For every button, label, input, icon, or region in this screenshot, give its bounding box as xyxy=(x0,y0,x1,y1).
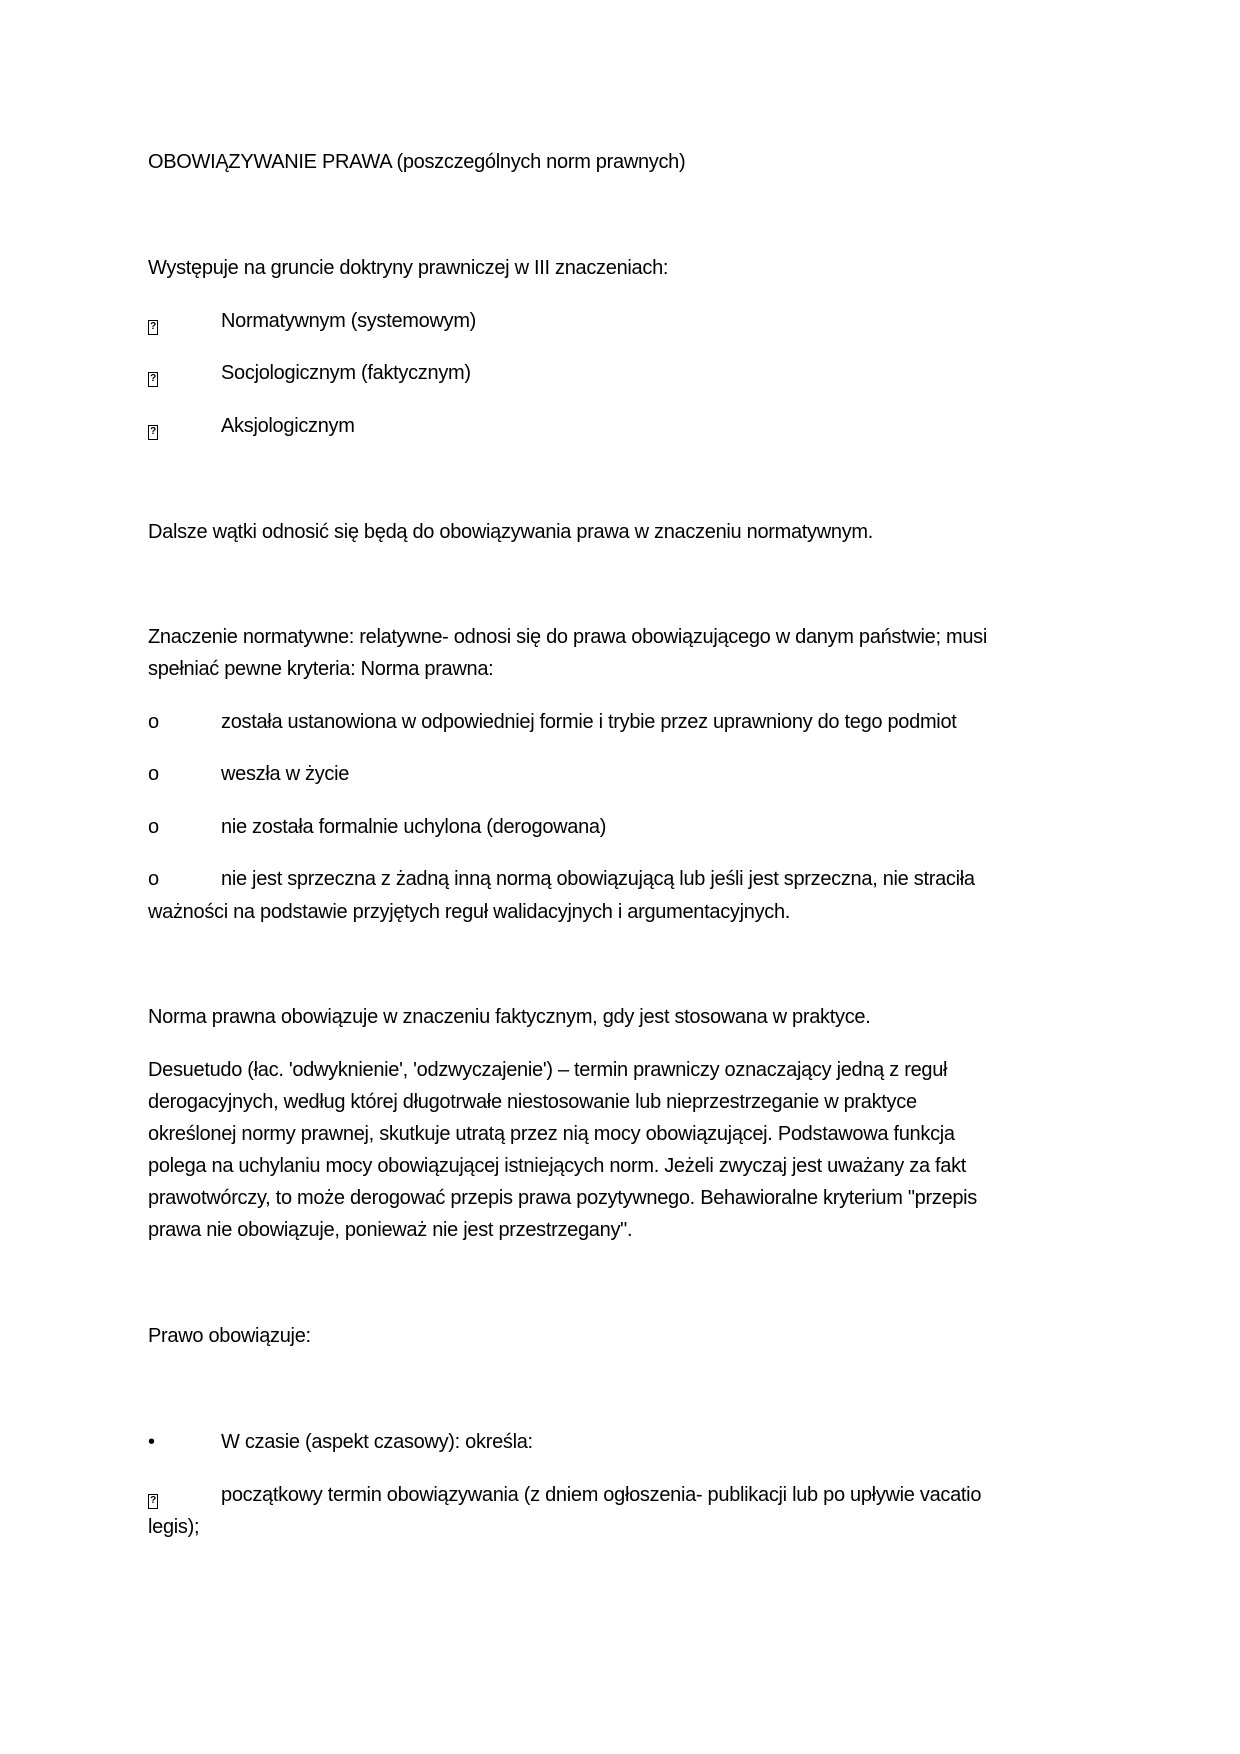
document-title: OBOWIĄZYWANIE PRAWA (poszczególnych norm prawnych) xyxy=(148,151,686,173)
time-item-continuation: legis); xyxy=(148,1516,200,1538)
missing-glyph-bullet-icon: ? xyxy=(148,1485,168,1507)
desuetudo-line: prawotwórczy, to może derogować przepis prawa pozytywnego. Behawioralne kryterium "przepis xyxy=(148,1187,977,1209)
desuetudo-line: Desuetudo (łac. 'odwyknienie', 'odzwyczajenie') – termin prawniczy oznaczający jedną z reguł xyxy=(148,1059,948,1081)
circle-bullet-icon: o xyxy=(148,711,159,733)
dot-bullet-icon: • xyxy=(148,1431,155,1453)
missing-glyph-bullet-icon: ? xyxy=(148,363,168,385)
normative-paragraph-line-2: spełniać pewne kryteria: Norma prawna: xyxy=(148,658,494,680)
circle-bullet-icon: o xyxy=(148,763,159,785)
criteria-text: nie jest sprzeczna z żadną inną normą obowiązującą lub jeśli jest sprzeczna, nie straciła xyxy=(221,868,975,890)
missing-glyph-bullet-icon: ? xyxy=(148,416,168,438)
aspect-text: W czasie (aspekt czasowy): określa: xyxy=(221,1431,533,1453)
desuetudo-line: derogacyjnych, według której długotrwałe niestosowanie lub nieprzestrzeganie w praktyce xyxy=(148,1091,917,1113)
time-item-text: początkowy termin obowiązywania (z dniem ogłoszenia- publikacji lub po upływie vacatio xyxy=(221,1484,982,1506)
meaning-text: Aksjologicznym xyxy=(221,415,355,437)
criteria-text: weszła w życie xyxy=(221,763,350,785)
further-paragraph: Dalsze wątki odnosić się będą do obowiązywania prawa w znaczeniu normatywnym. xyxy=(148,521,874,543)
desuetudo-line: polega na uchylaniu mocy obowiązującej istniejących norm. Jeżeli zwyczaj jest uważany za fakt xyxy=(148,1155,967,1177)
intro-paragraph: Występuje na gruncie doktryny prawniczej w III znaczeniach: xyxy=(148,257,669,279)
meaning-text: Normatywnym (systemowym) xyxy=(221,310,477,332)
desuetudo-line: prawa nie obowiązuje, ponieważ nie jest przestrzegany". xyxy=(148,1219,633,1241)
missing-glyph-bullet-icon: ? xyxy=(148,311,168,333)
factual-paragraph: Norma prawna obowiązuje w znaczeniu faktycznym, gdy jest stosowana w praktyce. xyxy=(148,1006,871,1028)
circle-bullet-icon: o xyxy=(148,868,159,890)
criteria-text: nie została formalnie uchylona (derogowana) xyxy=(221,816,607,838)
criteria-text: została ustanowiona w odpowiedniej formie i trybie przez uprawniony do tego podmiot xyxy=(221,711,957,733)
criteria-continuation: ważności na podstawie przyjętych reguł walidacyjnych i argumentacyjnych. xyxy=(148,901,791,923)
circle-bullet-icon: o xyxy=(148,816,159,838)
law-applies-heading: Prawo obowiązuje: xyxy=(148,1325,311,1347)
meaning-text: Socjologicznym (faktycznym) xyxy=(221,362,471,384)
normative-paragraph-line-1: Znaczenie normatywne: relatywne- odnosi się do prawa obowiązującego w danym państwie; musi xyxy=(148,626,987,648)
desuetudo-line: określonej normy prawnej, skutkuje utratą przez nią mocy obowiązującej. Podstawowa funkcja xyxy=(148,1123,955,1145)
